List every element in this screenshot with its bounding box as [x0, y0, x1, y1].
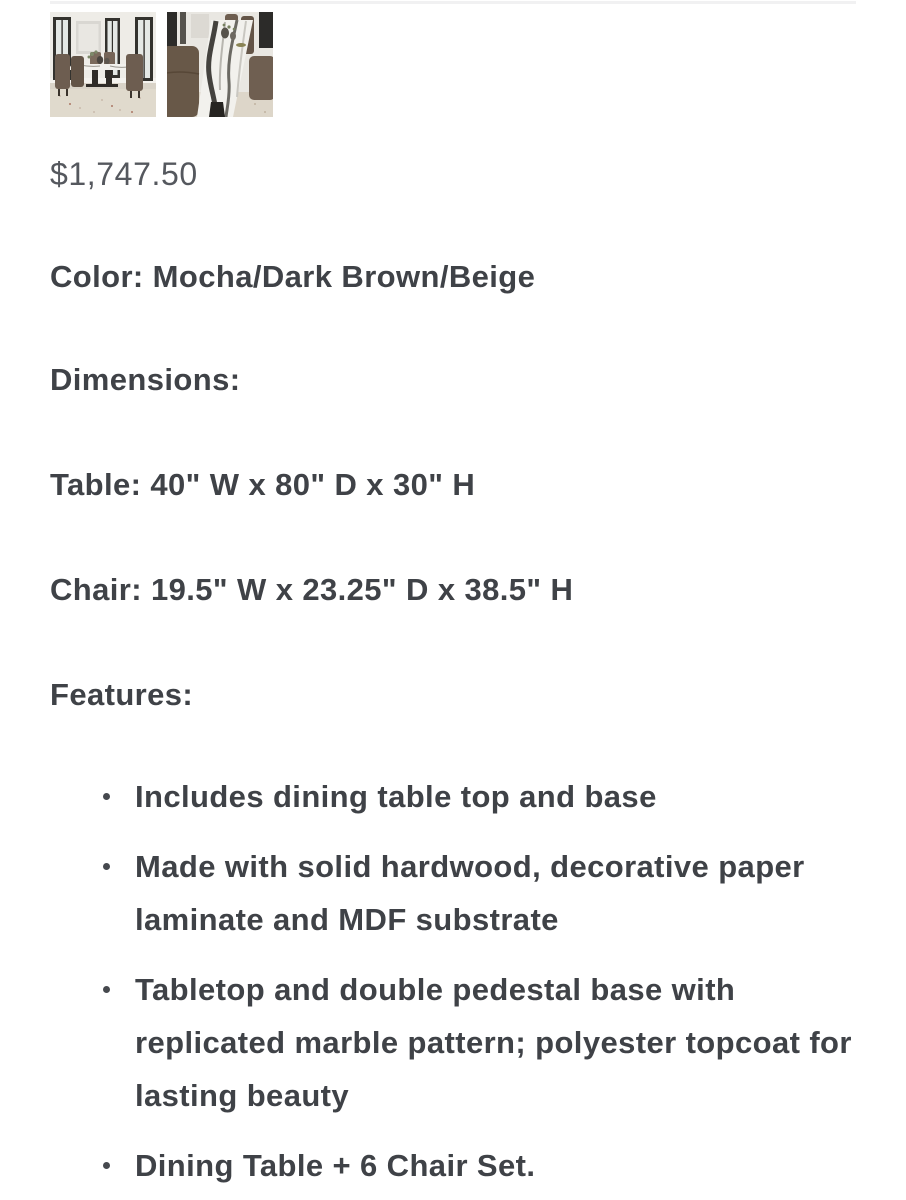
- feature-item: [50, 1139, 855, 1192]
- feature-item: [50, 840, 855, 946]
- thumbnail-gallery: [50, 12, 273, 117]
- feature-text: Made with solid hardwood, decorative paper laminate and MDF substrate: [135, 849, 805, 937]
- features-heading: Features:: [50, 677, 194, 712]
- room-scene-photo: [50, 12, 156, 117]
- feature-item: [50, 963, 855, 1122]
- feature-text: Tabletop and double pedestal base with replicated marble pattern; polyester topcoat for lasting beauty: [135, 972, 852, 1113]
- dimensions-heading: Dimensions:: [50, 362, 241, 397]
- chair-dimensions: Chair: 19.5" W x 23.25" D x 38.5" H: [50, 572, 574, 607]
- section-divider: [50, 1, 856, 4]
- table-dimensions: Table: 40" W x 80" D x 30" H: [50, 467, 476, 502]
- product-thumbnail-room-scene[interactable]: [50, 12, 156, 117]
- product-thumbnail-tabletop-closeup[interactable]: [167, 12, 273, 117]
- feature-text: Includes dining table top and base: [135, 779, 657, 814]
- product-price: $1,747.50: [50, 156, 198, 192]
- feature-text: Dining Table + 6 Chair Set.: [135, 1148, 536, 1183]
- feature-item: [50, 770, 855, 823]
- tabletop-closeup-photo: [167, 12, 273, 117]
- features-list: [50, 770, 855, 1200]
- color-spec: Color: Mocha/Dark Brown/Beige: [50, 259, 536, 294]
